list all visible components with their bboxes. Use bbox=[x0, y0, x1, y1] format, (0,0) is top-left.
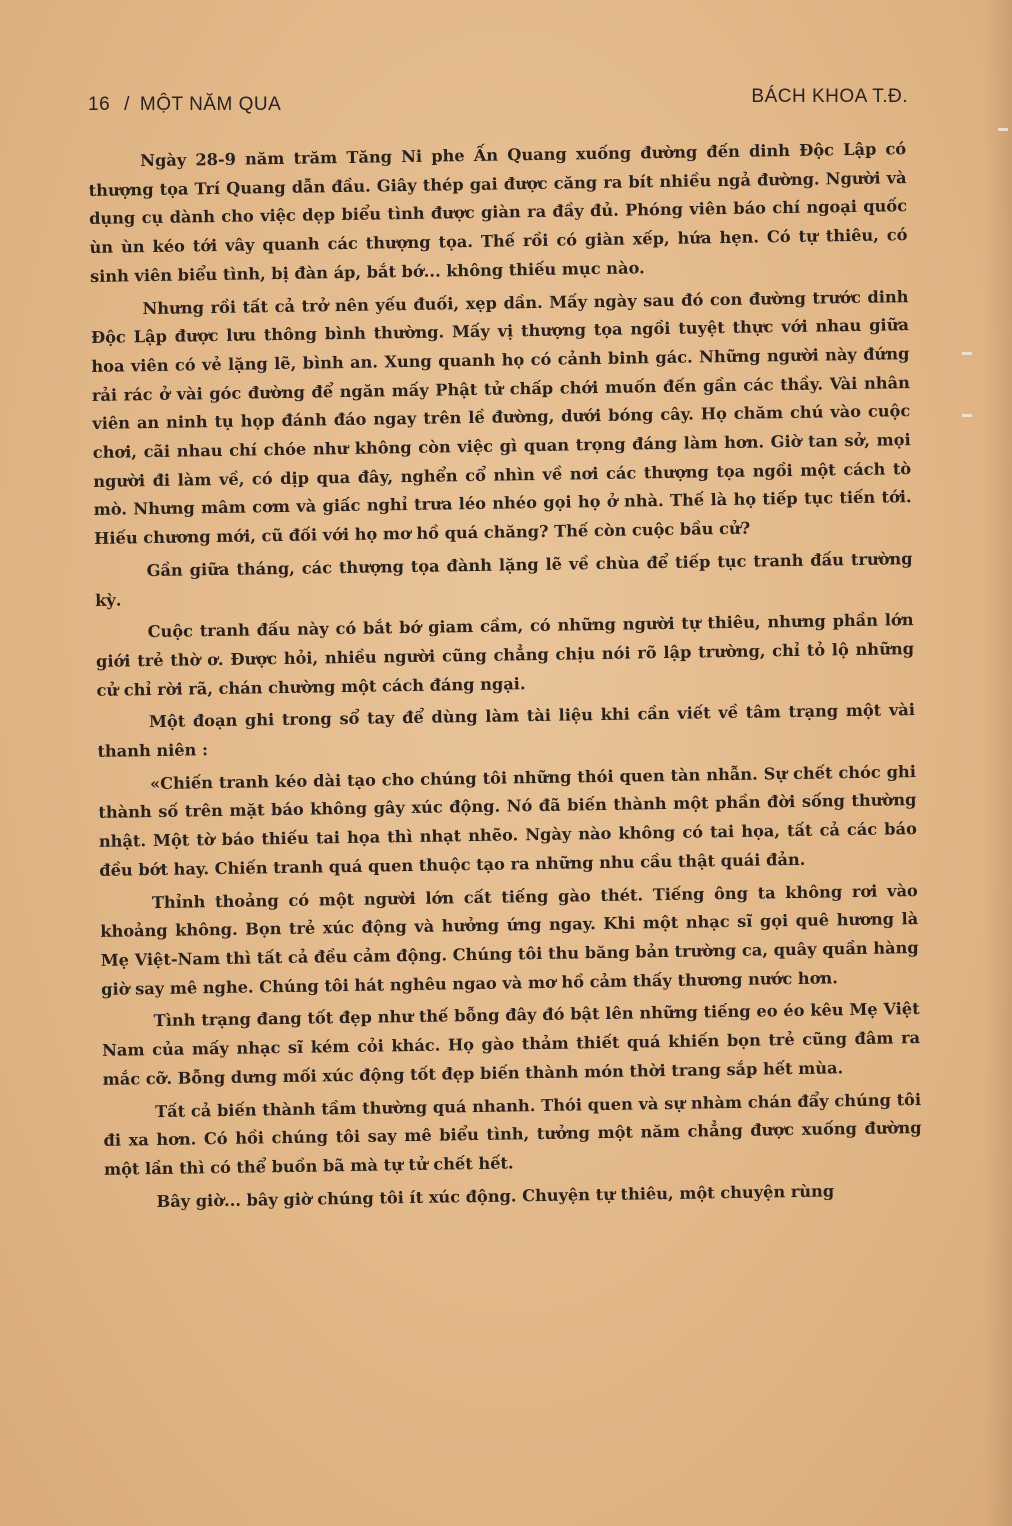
paragraph: Tất cả biến thành tầm thường quá nhanh. Thói quen và sự nhàm chán đẩy chúng tôi đi xa hơn. Có hồi chúng tôi say mê biểu tình, tưởng một năm chẳng được xuống đường một lần thì có thể buồn bã mà tự tử chết hết. bbox=[103, 1089, 922, 1179]
section-title: MỘT NĂM QUA bbox=[139, 94, 282, 115]
paragraph: «Chiến tranh kéo dài tạo cho chúng tôi những thói quen tàn nhẫn. Sự chết chóc ghi thành số trên mặt báo không gây xúc động. Nó đã biến thành một phần đời sống thường nhật. Một tờ báo thiếu tai họa thì nhạt nhẽo. Ngày nào không có tai họa, tất cả các báo đều bớt hay. Chiến tranh quá quen thuộc tạo ra những nhu cầu thật quái đản. bbox=[98, 761, 917, 880]
paragraph: Bây giờ... bây giờ chúng tôi ít xúc động. Chuyện tự thiêu, một chuyện rùng bbox=[156, 1181, 835, 1211]
paragraph: Một đoạn ghi trong sổ tay để dùng làm tài liệu khi cần viết về tâm trạng một vài thanh niên : bbox=[97, 700, 916, 761]
paragraph: Gần giữa tháng, các thượng tọa đành lặng lẽ về chùa để tiếp tục tranh đấu trường kỳ. bbox=[94, 548, 913, 610]
margin-mark bbox=[962, 414, 972, 417]
page-number: 16 bbox=[88, 94, 111, 115]
margin-mark bbox=[998, 128, 1008, 131]
paragraph: Thỉnh thoảng có một người lớn cất tiếng gào thét. Tiếng ông ta không rơi vào khoảng không. Bọn trẻ xúc động và hưởng ứng ngay. Khi một nhạc sĩ gọi quê hương là Mẹ Việt-Nam thì tất cả đều cảm động. Chúng tôi thu băng bản trường ca, quây quần hàng giờ say mê nghe. Chúng tôi hát nghêu ngao và mơ hồ cảm thấy thương nước hơn. bbox=[100, 880, 919, 999]
paragraph: Nhưng rồi tất cả trở nên yếu đuối, xẹp dần. Mấy ngày sau đó con đường trước dinh Độc Lập được lưu thông bình thường. Mấy vị thượng tọa ngồi tuyệt thực với nhau giữa hoa viên có vẻ lặng lẽ, bình an. Xung quanh họ có cảnh binh gác. Những người này đứng rải rác ở vài góc đường để ngăn mấy Phật tử chấp chới muốn đến gần các thầy. Vài nhân viên an ninh tụ họp đánh đáo ngay trên lề đường, dưới bóng cây. Họ chăm chú vào cuộc chơi, cãi nhau chí chóe như không còn việc gì quan trọng đáng làm hơn. Giờ tan sở, mọi người đi làm về, có dịp qua đây, nghển cổ nhìn về nơi các thượng tọa ngồi một cách tò mò. Nhưng mâm cơm và giấc nghỉ trưa léo nhéo gọi họ ở nhà. Thế là họ tiếp tục tiến tới. Hiếu chương mới, cũ đối với họ mơ hồ quá chăng? Thế còn cuộc bầu cử? bbox=[90, 286, 912, 549]
paragraph: Cuộc tranh đấu này có bắt bớ giam cầm, có những người tự thiêu, nhưng phần lớn giới trẻ thờ ơ. Được hỏi, nhiều người cũng chẳng chịu nói rõ lập trường, chỉ tỏ lộ những cử chỉ rời rã, chán chường một cách đáng ngại. bbox=[95, 610, 915, 700]
header-separator: / bbox=[124, 94, 130, 115]
margin-mark bbox=[962, 352, 972, 355]
page-edge-shadow bbox=[984, 0, 1012, 1526]
header-left bbox=[88, 94, 281, 116]
page-header bbox=[88, 86, 908, 126]
article-body bbox=[88, 135, 923, 1221]
publication-name: BÁCH KHOA T.Đ. bbox=[751, 86, 908, 107]
paragraph: Ngày 28-9 năm trăm Tăng Ni phe Ấn Quang xuống đường đến dinh Độc Lập có thượng tọa Trí Quang dẫn đầu. Giây thép gai được căng ra bít nhiều ngả đường. Người và dụng cụ dành cho việc dẹp biểu tình được giàn ra đầy đủ. Phóng viên báo chí ngoại quốc ùn ùn kéo tới vây quanh các thượng tọa. Thế rồi có giàn xếp, hứa hẹn. Có tự thiêu, có sinh viên biểu tình, bị đàn áp, bắt bớ... không thiếu mục nào. bbox=[88, 139, 908, 286]
paragraph: Tình trạng đang tốt đẹp như thế bỗng đây đó bật lên những tiếng eo éo kêu Mẹ Việt Nam của mấy nhạc sĩ kém cỏi khác. Họ gào thảm thiết quá khiến bọn trẻ cũng đâm ra mắc cỡ. Bỗng dưng mối xúc động tốt đẹp biến thành món thời trang sắp hết mùa. bbox=[102, 999, 921, 1089]
